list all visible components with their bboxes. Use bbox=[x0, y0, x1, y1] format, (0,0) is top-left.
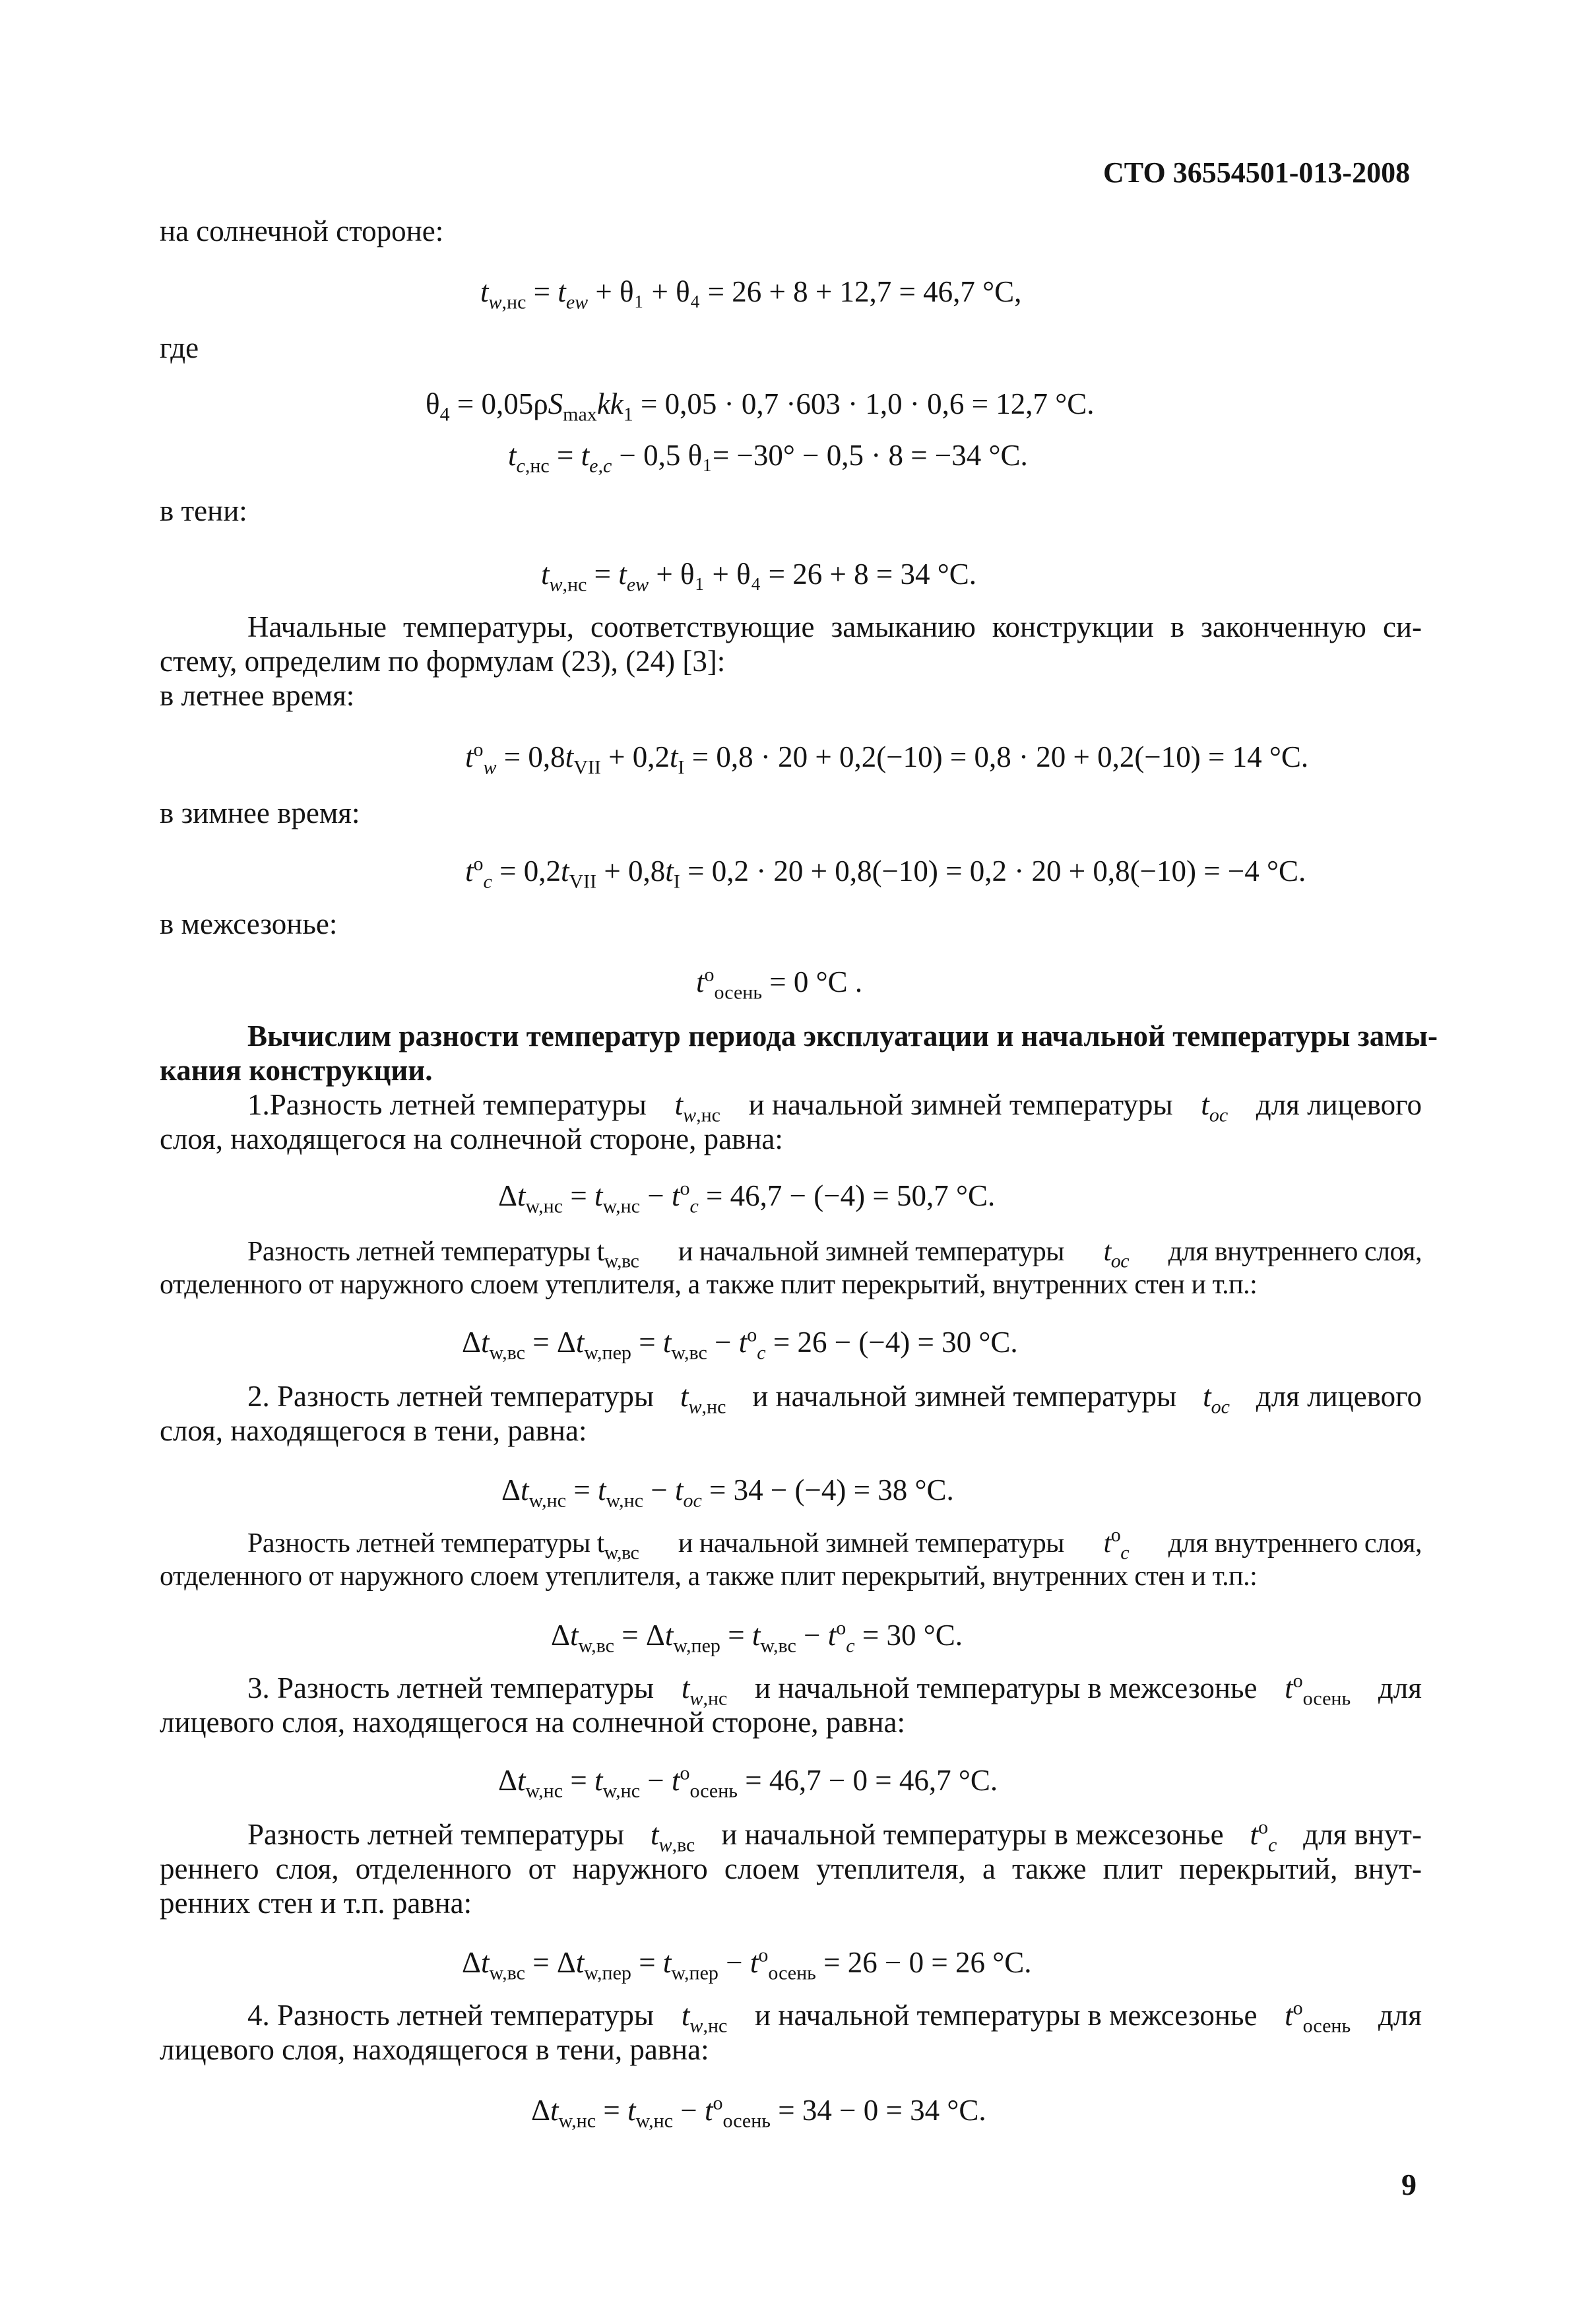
item-1-line2: слоя, находящегося на солнечной стороне, равна: bbox=[160, 1122, 783, 1155]
label-shade: в тени: bbox=[160, 494, 247, 527]
item-4-line1: 4. Разность летней температуры $t_{w,нс}$ и начальной температуры в межсезонье $t^o_{осень}$ для bbox=[247, 1997, 1422, 2037]
item-2-line1: 2. Разность летней температуры $t_{w,нс}$ и начальной зимней температуры $t_{oc}$ для лицевого bbox=[247, 1380, 1422, 1418]
item-3-line2: лицевого слоя, находящегося на солнечной стороне, равна: bbox=[160, 1706, 906, 1739]
label-where: где bbox=[160, 331, 199, 364]
remark-3-line1: Разность летней температуры $t_{w,вс}$ и начальной температуры в межсезонье $t^o_c$ для внут- bbox=[247, 1816, 1422, 1856]
equation-11: $\Delta t_{w,вс} = \Delta t_{w,пер} = t_{w,вс} - t^o_c = 30$ °C. bbox=[551, 1617, 963, 1657]
remark-2-line1: Разность летней температуры $t_{w,вс}$ и начальной зимней температуры $t^o_c$ для внутреннего слоя, bbox=[247, 1524, 1422, 1564]
item-3-line1: 3. Разность летней температуры $t_{w,нс}$ и начальной температуры в межсезонье $t^o_{осень}$ для bbox=[247, 1669, 1422, 1710]
remark-2-line2: отделенного от наружного слоем утеплителя, а также плит перекрытий, внутренних стен и т.п.: bbox=[160, 1561, 1258, 1592]
equation-2: $\theta_4 = 0,05\rho S_{max}kk_1 = 0,05 \cdot 0,7 \cdot 603 \cdot 1,0 \cdot 0,6 = 12,7$ °C. bbox=[426, 387, 1095, 426]
equation-6: $t^o_c = 0,2t_{VII} + 0,8t_I = 0,2 \cdot 20 + 0,8(-10) = 0,2 \cdot 20 + 0,8(-10) = -4$ °C. bbox=[465, 853, 1306, 893]
page-number: 9 bbox=[1401, 2168, 1417, 2201]
equation-5: $t^o_w = 0,8t_{VII} + 0,2t_I = 0,8 \cdot 20 + 0,2(-10) = 0,8 \cdot 20 + 0,2(-10) = 14$ °C. bbox=[465, 738, 1309, 779]
item-2-line2: слоя, находящегося в тени, равна: bbox=[160, 1414, 587, 1447]
paragraph-start-temps-line1: Начальные температуры, соответствующие замыканию конструкции в законченную си- bbox=[247, 610, 1422, 643]
equation-7: $t^o_{осень} = 0$ °C . bbox=[696, 963, 863, 1004]
equation-12: $\Delta t_{w,нс} = t_{w,нс} - t^o_{осень} = 46,7 - 0 = 46,7$ °C. bbox=[498, 1762, 998, 1802]
equation-13: $\Delta t_{w,вс} = \Delta t_{w,пер} = t_{w,пер} - t^o_{осень} = 26 - 0 = 26$ °C. bbox=[462, 1944, 1032, 1984]
remark-3-line2: реннего слоя, отделенного от наружного слоем утеплителя, а также плит перекрытий, внут- bbox=[160, 1852, 1422, 1885]
equation-4: $t_{w,нс} = t_{ew} + \theta_1 + \theta_4 = 26 + 8 = 34$ °C. bbox=[541, 558, 977, 596]
remark-1-line1: Разность летней температуры $t_{w,вс}$ и начальной зимней температуры $t_{oc}$ для внутреннего слоя, bbox=[247, 1237, 1422, 1272]
equation-9: $\Delta t_{w,вс} = \Delta t_{w,пер} = t_{w,вс} - t^o_c = 26 - (-4) = 30$ °C. bbox=[462, 1324, 1018, 1364]
label-sunny-side: на солнечной стороне: bbox=[160, 214, 444, 247]
remark-1-line2: отделенного от наружного слоем утеплителя, а также плит перекрытий, внутренних стен и т.п.: bbox=[160, 1270, 1258, 1300]
label-offseason: в межсезонье: bbox=[160, 907, 338, 940]
equation-1: $t_{w,нс} = t_{ew} + \theta_1 + \theta_4 = 26 + 8 + 12,7 = 46,7$ °C, bbox=[480, 275, 1022, 313]
paragraph-compute-line1: Вычислим разности температур периода эксплуатации и начальной температуры замы- bbox=[247, 1020, 1438, 1052]
remark-3-line3: ренних стен и т.п. равна: bbox=[160, 1887, 472, 1920]
label-summer: в летнее время: bbox=[160, 679, 355, 712]
equation-8: $\Delta t_{w,нс} = t_{w,нс} - t^o_c = 46,7 - (-4) = 50,7$ °C. bbox=[498, 1177, 996, 1217]
equation-3: $t_{c,нс} = t_{e,c} - 0,5$ θ₁= −30° − 0,5 · 8 = −34 °C. bbox=[508, 439, 1028, 477]
equation-10: $\Delta t_{w,нс} = t_{w,нс} - t_{oc} = 34 - (-4) = 38$ °C. bbox=[501, 1473, 954, 1512]
item-1-line1: 1.Разность летней температуры $t_{w,нс}$ и начальной зимней температуры $t_{oc}$ для лицевого bbox=[247, 1088, 1422, 1126]
item-4-line2: лицевого слоя, находящегося в тени, равна: bbox=[160, 2033, 709, 2066]
document-code: СТО 36554501-013-2008 bbox=[1103, 156, 1411, 189]
paragraph-start-temps-line2: стему, определим по формулам (23), (24) [3]: bbox=[160, 645, 726, 678]
label-winter: в зимнее время: bbox=[160, 796, 360, 829]
equation-14: $\Delta t_{w,нс} = t_{w,нс} - t^o_{осень} = 34 - 0 = 34$ °C. bbox=[531, 2092, 986, 2132]
paragraph-compute-line2: кания конструкции. bbox=[160, 1054, 433, 1087]
